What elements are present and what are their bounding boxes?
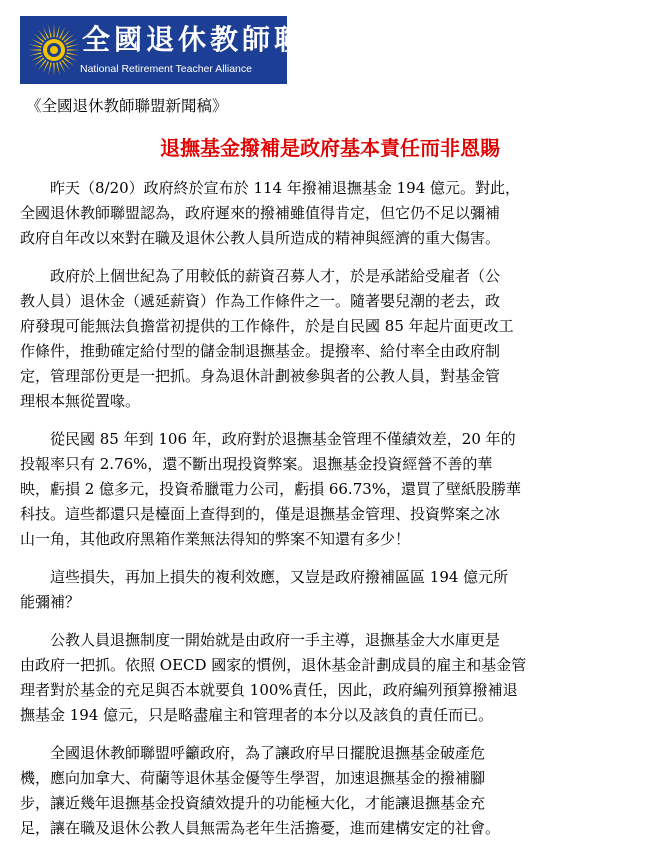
paragraph-line: 定，管理部份更是一把抓。身為退休計劃被參與者的公教人員，對基金管 bbox=[20, 367, 501, 385]
paragraph-line: 足，讓在職及退休公教人員無需為老年生活擔憂，進而建構安定的社會。 bbox=[20, 819, 501, 837]
alliance-logo bbox=[20, 16, 339, 84]
paragraph-line: 投報率只有 2.76%，還不斷出現投資弊案。退撫基金投資經營不善的華 bbox=[20, 455, 493, 473]
paragraph-line: 昨天（8/20）政府終於宣布於 114 年撥補退撫基金 194 億元。對此， bbox=[50, 179, 521, 197]
paragraph-line: 山一角，其他政府黑箱作業無法得知的弊案不知還有多少！ bbox=[20, 530, 411, 548]
paragraph-line: 公教人員退撫制度一開始就是由政府一手主導，退撫基金大水庫更是 bbox=[50, 631, 501, 649]
paragraph bbox=[20, 565, 642, 615]
paragraph-line: 撫基金 194 億元，只是略盡雇主和管理者的本分以及該負的責任而已。 bbox=[20, 706, 494, 724]
paragraph-line: 步，讓近幾年退撫基金投資績效提升的功能極大化，才能讓退撫基金充 bbox=[20, 794, 486, 812]
paragraph-line: 映，虧損 2 億多元，投資希臘電力公司，虧損 66.73%，還買了壁紙股勝華 bbox=[20, 480, 522, 498]
paragraph-line: 理者對於基金的充足與否本就要負 100%責任，因此，政府編列預算撥補退 bbox=[20, 681, 518, 699]
paragraph bbox=[20, 427, 642, 552]
logo-chinese-name: 全國退休教師聯盟 bbox=[82, 23, 339, 56]
paragraph-line: 這些損失，再加上損失的複利效應，又豈是政府撥補區區 194 億元所 bbox=[50, 568, 509, 586]
paragraph-line: 政府自年改以來對在職及退休公教人員所造成的精神與經濟的重大傷害。 bbox=[20, 229, 501, 247]
article-body bbox=[20, 176, 642, 854]
paragraph-line: 從民國 85 年到 106 年，政府對於退撫基金管理不僅績效差，20 年的 bbox=[50, 430, 516, 448]
headline: 退撫基金撥補是政府基本責任而非恩賜 bbox=[160, 136, 500, 160]
logo-english-name: National Retirement Teacher Alliance bbox=[80, 63, 252, 75]
paragraph-line: 府發現可能無法負擔當初提供的工作條件，於是自民國 85 年起片面更改工 bbox=[20, 317, 514, 335]
paragraph-line: 機，應向加拿大、荷蘭等退休基金優等生學習，加速退撫基金的撥補腳 bbox=[20, 769, 486, 787]
paragraph-line: 全國退休教師聯盟呼籲政府，為了讓政府早日擺脫退撫基金破產危 bbox=[50, 744, 486, 762]
paragraph bbox=[20, 741, 642, 841]
sun-icon bbox=[26, 22, 82, 78]
paragraph-line: 由政府一把抓。依照 OECD 國家的慣例，退休基金計劃成員的雇主和基金管 bbox=[20, 656, 527, 674]
paragraph bbox=[20, 264, 642, 414]
paragraph bbox=[20, 628, 642, 728]
paragraph-line: 全國退休教師聯盟認為，政府遲來的撥補雖值得肯定，但它仍不足以彌補 bbox=[20, 204, 501, 222]
paragraph-line: 理根本無從置喙。 bbox=[20, 392, 141, 410]
paragraph-line: 能彌補？ bbox=[20, 593, 81, 611]
paragraph-line: 作條件，推動確定給付型的儲金制退撫基金。提撥率、給付率全由政府制 bbox=[20, 342, 501, 360]
press-release-label: 《全國退休教師聯盟新聞稿》 bbox=[26, 97, 228, 115]
paragraph-line: 科技。這些都還只是檯面上查得到的，僅是退撫基金管理、投資弊案之冰 bbox=[20, 505, 501, 523]
paragraph bbox=[20, 176, 642, 251]
paragraph-line: 政府於上個世紀為了用較低的薪資召募人才，於是承諾給受雇者（公 bbox=[50, 267, 501, 285]
paragraph-line: 教人員）退休金（遞延薪資）作為工作條件之一。隨著嬰兒潮的老去，政 bbox=[20, 292, 501, 310]
